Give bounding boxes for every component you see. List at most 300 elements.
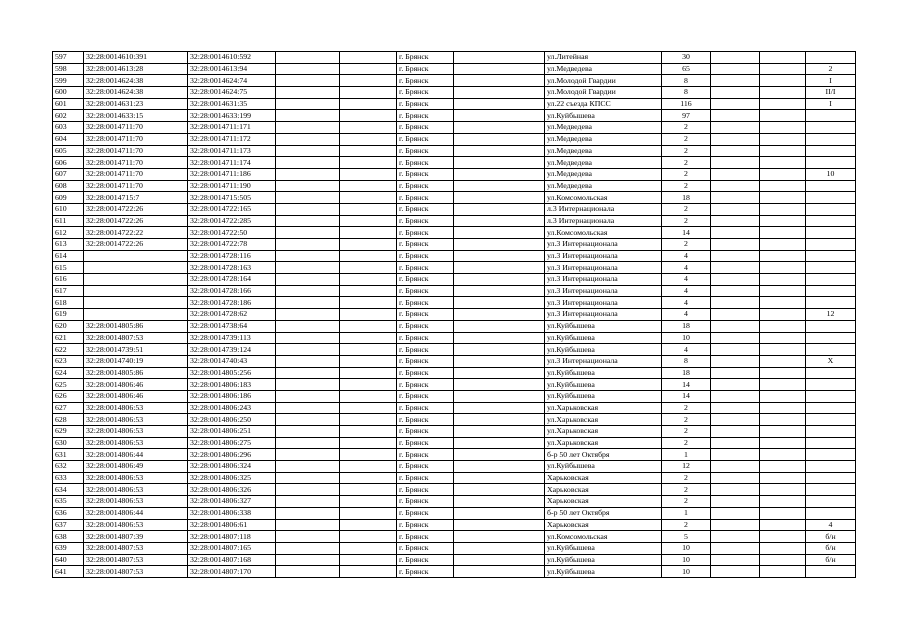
city-cell: г. Брянск: [397, 449, 454, 461]
empty-cell: [340, 402, 397, 414]
empty-cell: [760, 496, 806, 508]
parcel-cadastral-number-cell: 32:28:0014806:53: [84, 414, 188, 426]
street-cell: ул.Медведева: [545, 122, 662, 134]
parcel-cadastral-number-cell: 32:28:0014806:53: [84, 426, 188, 438]
empty-cell: [340, 426, 397, 438]
row-number-cell: 605: [53, 145, 84, 157]
empty-cell: [454, 285, 545, 297]
empty-cell: [340, 285, 397, 297]
street-cell: ул.Харьковская: [545, 414, 662, 426]
house-number-cell: 10: [662, 554, 711, 566]
building-cadastral-number-cell: 32:28:0014633:199: [188, 110, 276, 122]
table-body: [53, 52, 856, 578]
empty-cell: [760, 203, 806, 215]
row-number-cell: 608: [53, 180, 84, 192]
empty-cell: [711, 426, 760, 438]
empty-cell: [760, 355, 806, 367]
empty-cell: [276, 180, 340, 192]
empty-cell: [760, 461, 806, 473]
row-number-cell: 636: [53, 507, 84, 519]
city-cell: г. Брянск: [397, 332, 454, 344]
empty-cell: [454, 402, 545, 414]
building-block-cell: 12: [806, 309, 856, 321]
empty-cell: [276, 168, 340, 180]
empty-cell: [276, 145, 340, 157]
house-number-cell: 4: [662, 250, 711, 262]
building-cadastral-number-cell: 32:28:0014807:165: [188, 542, 276, 554]
building-block-cell: [806, 239, 856, 251]
street-cell: ул.Медведева: [545, 157, 662, 169]
empty-cell: [760, 531, 806, 543]
building-cadastral-number-cell: 32:28:0014722:50: [188, 227, 276, 239]
table-row: [53, 402, 856, 414]
house-number-cell: 2: [662, 437, 711, 449]
empty-cell: [711, 566, 760, 578]
row-number-cell: 598: [53, 63, 84, 75]
row-number-cell: 635: [53, 496, 84, 508]
empty-cell: [276, 63, 340, 75]
row-number-cell: 633: [53, 472, 84, 484]
parcel-cadastral-number-cell: [84, 309, 188, 321]
row-number-cell: 618: [53, 297, 84, 309]
empty-cell: [711, 98, 760, 110]
row-number-cell: 641: [53, 566, 84, 578]
empty-cell: [276, 414, 340, 426]
table-row: [53, 285, 856, 297]
table-row: [53, 566, 856, 578]
empty-cell: [711, 168, 760, 180]
parcel-cadastral-number-cell: 32:28:0014624:38: [84, 87, 188, 99]
empty-cell: [340, 449, 397, 461]
street-cell: ул.Комсомольская: [545, 531, 662, 543]
parcel-cadastral-number-cell: 32:28:0014807:53: [84, 332, 188, 344]
house-number-cell: 14: [662, 379, 711, 391]
empty-cell: [760, 157, 806, 169]
street-cell: ул.Куйбышева: [545, 461, 662, 473]
row-number-cell: 607: [53, 168, 84, 180]
table-row: [53, 250, 856, 262]
street-cell: ул.3 Интернационала: [545, 239, 662, 251]
empty-cell: [760, 367, 806, 379]
empty-cell: [711, 554, 760, 566]
table-row: [53, 355, 856, 367]
house-number-cell: 18: [662, 367, 711, 379]
empty-cell: [276, 297, 340, 309]
row-number-cell: 612: [53, 227, 84, 239]
building-cadastral-number-cell: 32:28:0014728:186: [188, 297, 276, 309]
table-row: [53, 484, 856, 496]
house-number-cell: 8: [662, 87, 711, 99]
building-block-cell: [806, 122, 856, 134]
empty-cell: [760, 63, 806, 75]
empty-cell: [711, 262, 760, 274]
building-block-cell: [806, 332, 856, 344]
empty-cell: [276, 449, 340, 461]
parcel-cadastral-number-cell: 32:28:0014610:391: [84, 52, 188, 64]
empty-cell: [340, 379, 397, 391]
empty-cell: [711, 274, 760, 286]
row-number-cell: 625: [53, 379, 84, 391]
empty-cell: [760, 414, 806, 426]
city-cell: г. Брянск: [397, 531, 454, 543]
empty-cell: [276, 122, 340, 134]
building-block-cell: [806, 344, 856, 356]
building-cadastral-number-cell: 32:28:0014806:296: [188, 449, 276, 461]
city-cell: г. Брянск: [397, 426, 454, 438]
house-number-cell: 10: [662, 332, 711, 344]
building-cadastral-number-cell: 32:28:0014624:75: [188, 87, 276, 99]
row-number-cell: 631: [53, 449, 84, 461]
empty-cell: [340, 355, 397, 367]
empty-cell: [276, 344, 340, 356]
empty-cell: [760, 180, 806, 192]
building-cadastral-number-cell: 32:28:0014739:113: [188, 332, 276, 344]
empty-cell: [711, 519, 760, 531]
building-block-cell: [806, 461, 856, 473]
empty-cell: [276, 402, 340, 414]
empty-cell: [760, 262, 806, 274]
empty-cell: [276, 507, 340, 519]
empty-cell: [711, 133, 760, 145]
empty-cell: [711, 157, 760, 169]
empty-cell: [711, 496, 760, 508]
empty-cell: [711, 75, 760, 87]
empty-cell: [340, 309, 397, 321]
parcel-cadastral-number-cell: 32:28:0014711:70: [84, 145, 188, 157]
house-number-cell: 2: [662, 122, 711, 134]
house-number-cell: 4: [662, 285, 711, 297]
city-cell: г. Брянск: [397, 414, 454, 426]
empty-cell: [711, 379, 760, 391]
empty-cell: [760, 402, 806, 414]
building-cadastral-number-cell: 32:28:0014805:256: [188, 367, 276, 379]
table-row: [53, 344, 856, 356]
street-cell: ул.Куйбышева: [545, 344, 662, 356]
empty-cell: [711, 215, 760, 227]
empty-cell: [454, 320, 545, 332]
row-number-cell: 599: [53, 75, 84, 87]
empty-cell: [340, 390, 397, 402]
parcel-cadastral-number-cell: 32:28:0014806:44: [84, 449, 188, 461]
building-block-cell: [806, 145, 856, 157]
city-cell: г. Брянск: [397, 168, 454, 180]
city-cell: г. Брянск: [397, 63, 454, 75]
city-cell: г. Брянск: [397, 507, 454, 519]
empty-cell: [711, 390, 760, 402]
empty-cell: [454, 519, 545, 531]
table-row: [53, 239, 856, 251]
building-block-cell: [806, 227, 856, 239]
parcel-cadastral-number-cell: 32:28:0014807:53: [84, 566, 188, 578]
empty-cell: [340, 566, 397, 578]
parcel-cadastral-number-cell: 32:28:0014806:53: [84, 519, 188, 531]
house-number-cell: 10: [662, 566, 711, 578]
empty-cell: [711, 180, 760, 192]
house-number-cell: 1: [662, 507, 711, 519]
parcel-cadastral-number-cell: 32:28:0014722:26: [84, 215, 188, 227]
empty-cell: [276, 472, 340, 484]
empty-cell: [454, 566, 545, 578]
empty-cell: [276, 355, 340, 367]
city-cell: г. Брянск: [397, 390, 454, 402]
building-block-cell: [806, 437, 856, 449]
empty-cell: [276, 484, 340, 496]
parcel-cadastral-number-cell: 32:28:0014711:70: [84, 180, 188, 192]
table-row: [53, 449, 856, 461]
table-row: [53, 168, 856, 180]
empty-cell: [340, 133, 397, 145]
house-number-cell: 2: [662, 203, 711, 215]
city-cell: г. Брянск: [397, 461, 454, 473]
empty-cell: [340, 87, 397, 99]
street-cell: ул.3 Интернационала: [545, 274, 662, 286]
empty-cell: [276, 531, 340, 543]
empty-cell: [454, 262, 545, 274]
empty-cell: [760, 519, 806, 531]
building-block-cell: [806, 390, 856, 402]
building-cadastral-number-cell: 32:28:0014631:35: [188, 98, 276, 110]
empty-cell: [711, 297, 760, 309]
cadastre-table: [52, 51, 856, 578]
street-cell: ул.Медведева: [545, 145, 662, 157]
table-row: [53, 542, 856, 554]
empty-cell: [340, 496, 397, 508]
empty-cell: [340, 122, 397, 134]
empty-cell: [760, 133, 806, 145]
empty-cell: [760, 285, 806, 297]
empty-cell: [454, 507, 545, 519]
table-row: [53, 274, 856, 286]
house-number-cell: 2: [662, 426, 711, 438]
empty-cell: [711, 449, 760, 461]
parcel-cadastral-number-cell: 32:28:0014633:15: [84, 110, 188, 122]
empty-cell: [454, 531, 545, 543]
empty-cell: [760, 122, 806, 134]
empty-cell: [340, 63, 397, 75]
empty-cell: [711, 355, 760, 367]
building-cadastral-number-cell: 32:28:0014624:74: [188, 75, 276, 87]
street-cell: ул.Куйбышева: [545, 110, 662, 122]
row-number-cell: 640: [53, 554, 84, 566]
parcel-cadastral-number-cell: 32:28:0014806:53: [84, 484, 188, 496]
table-row: [53, 437, 856, 449]
empty-cell: [276, 215, 340, 227]
empty-cell: [760, 542, 806, 554]
parcel-cadastral-number-cell: 32:28:0014715:7: [84, 192, 188, 204]
row-number-cell: 613: [53, 239, 84, 251]
street-cell: ул.Куйбышева: [545, 332, 662, 344]
empty-cell: [276, 52, 340, 64]
building-block-cell: X: [806, 355, 856, 367]
row-number-cell: 610: [53, 203, 84, 215]
street-cell: ул.Куйбышева: [545, 379, 662, 391]
parcel-cadastral-number-cell: 32:28:0014631:23: [84, 98, 188, 110]
city-cell: г. Брянск: [397, 472, 454, 484]
empty-cell: [454, 461, 545, 473]
street-cell: ул.3 Интернационала: [545, 285, 662, 297]
house-number-cell: 14: [662, 227, 711, 239]
building-cadastral-number-cell: 32:28:0014728:166: [188, 285, 276, 297]
building-cadastral-number-cell: 32:28:0014807:118: [188, 531, 276, 543]
building-cadastral-number-cell: 32:28:0014806:275: [188, 437, 276, 449]
city-cell: г. Брянск: [397, 542, 454, 554]
empty-cell: [340, 554, 397, 566]
table-row: [53, 52, 856, 64]
empty-cell: [454, 390, 545, 402]
row-number-cell: 634: [53, 484, 84, 496]
row-number-cell: 611: [53, 215, 84, 227]
house-number-cell: 2: [662, 239, 711, 251]
table-row: [53, 180, 856, 192]
building-cadastral-number-cell: 32:28:0014739:124: [188, 344, 276, 356]
empty-cell: [711, 344, 760, 356]
empty-cell: [760, 484, 806, 496]
building-cadastral-number-cell: 32:28:0014711:174: [188, 157, 276, 169]
city-cell: г. Брянск: [397, 145, 454, 157]
building-cadastral-number-cell: 32:28:0014806:250: [188, 414, 276, 426]
empty-cell: [454, 145, 545, 157]
street-cell: ул.Медведева: [545, 63, 662, 75]
empty-cell: [454, 87, 545, 99]
empty-cell: [711, 414, 760, 426]
street-cell: ул.Харьковская: [545, 437, 662, 449]
empty-cell: [276, 519, 340, 531]
empty-cell: [711, 472, 760, 484]
table-row: [53, 496, 856, 508]
table-row: [53, 203, 856, 215]
street-cell: ул.Комсомольская: [545, 192, 662, 204]
city-cell: г. Брянск: [397, 87, 454, 99]
house-number-cell: 2: [662, 496, 711, 508]
empty-cell: [276, 285, 340, 297]
empty-cell: [760, 227, 806, 239]
house-number-cell: 8: [662, 355, 711, 367]
table-row: [53, 390, 856, 402]
empty-cell: [454, 414, 545, 426]
building-cadastral-number-cell: 32:28:0014722:285: [188, 215, 276, 227]
table-row: [53, 531, 856, 543]
empty-cell: [711, 239, 760, 251]
empty-cell: [454, 355, 545, 367]
table-row: [53, 332, 856, 344]
empty-cell: [276, 98, 340, 110]
street-cell: ул.3 Интернационала: [545, 355, 662, 367]
building-cadastral-number-cell: 32:28:0014807:170: [188, 566, 276, 578]
table-row: [53, 157, 856, 169]
empty-cell: [340, 203, 397, 215]
empty-cell: [760, 192, 806, 204]
table-row: [53, 75, 856, 87]
house-number-cell: 2: [662, 180, 711, 192]
house-number-cell: 2: [662, 133, 711, 145]
table-row: [53, 519, 856, 531]
empty-cell: [711, 320, 760, 332]
empty-cell: [454, 484, 545, 496]
empty-cell: [340, 192, 397, 204]
house-number-cell: 65: [662, 63, 711, 75]
city-cell: г. Брянск: [397, 344, 454, 356]
house-number-cell: 18: [662, 192, 711, 204]
table-row: [53, 133, 856, 145]
street-cell: л.3 Интернационала: [545, 203, 662, 215]
empty-cell: [276, 437, 340, 449]
row-number-cell: 616: [53, 274, 84, 286]
empty-cell: [760, 168, 806, 180]
table-row: [53, 309, 856, 321]
building-cadastral-number-cell: 32:28:0014807:168: [188, 554, 276, 566]
city-cell: г. Брянск: [397, 227, 454, 239]
building-block-cell: [806, 472, 856, 484]
street-cell: ул.Молодой Гвардии: [545, 87, 662, 99]
row-number-cell: 623: [53, 355, 84, 367]
building-cadastral-number-cell: 32:28:0014722:78: [188, 239, 276, 251]
empty-cell: [711, 402, 760, 414]
empty-cell: [454, 426, 545, 438]
empty-cell: [276, 110, 340, 122]
empty-cell: [340, 461, 397, 473]
city-cell: г. Брянск: [397, 274, 454, 286]
building-cadastral-number-cell: 32:28:0014806:243: [188, 402, 276, 414]
row-number-cell: 606: [53, 157, 84, 169]
city-cell: г. Брянск: [397, 157, 454, 169]
building-block-cell: [806, 180, 856, 192]
row-number-cell: 603: [53, 122, 84, 134]
document-sheet: [52, 51, 855, 578]
street-cell: л.3 Интернационала: [545, 215, 662, 227]
city-cell: г. Брянск: [397, 285, 454, 297]
building-block-cell: [806, 215, 856, 227]
house-number-cell: 1: [662, 449, 711, 461]
building-block-cell: [806, 507, 856, 519]
building-cadastral-number-cell: 32:28:0014711:172: [188, 133, 276, 145]
empty-cell: [454, 75, 545, 87]
empty-cell: [760, 507, 806, 519]
house-number-cell: 12: [662, 461, 711, 473]
empty-cell: [454, 180, 545, 192]
street-cell: б-р 50 лет Октября: [545, 449, 662, 461]
city-cell: г. Брянск: [397, 75, 454, 87]
empty-cell: [760, 98, 806, 110]
row-number-cell: 629: [53, 426, 84, 438]
building-block-cell: [806, 449, 856, 461]
city-cell: г. Брянск: [397, 52, 454, 64]
parcel-cadastral-number-cell: 32:28:0014805:86: [84, 367, 188, 379]
empty-cell: [276, 426, 340, 438]
building-block-cell: [806, 484, 856, 496]
city-cell: г. Брянск: [397, 367, 454, 379]
row-number-cell: 620: [53, 320, 84, 332]
empty-cell: [760, 239, 806, 251]
empty-cell: [340, 437, 397, 449]
city-cell: г. Брянск: [397, 203, 454, 215]
table-row: [53, 461, 856, 473]
empty-cell: [340, 344, 397, 356]
empty-cell: [276, 203, 340, 215]
row-number-cell: 600: [53, 87, 84, 99]
street-cell: ул.Куйбышева: [545, 367, 662, 379]
city-cell: г. Брянск: [397, 122, 454, 134]
empty-cell: [276, 320, 340, 332]
city-cell: г. Брянск: [397, 133, 454, 145]
building-block-cell: [806, 274, 856, 286]
parcel-cadastral-number-cell: 32:28:0014807:39: [84, 531, 188, 543]
building-block-cell: [806, 566, 856, 578]
empty-cell: [454, 203, 545, 215]
building-cadastral-number-cell: 32:28:0014738:64: [188, 320, 276, 332]
empty-cell: [276, 390, 340, 402]
table-row: [53, 426, 856, 438]
parcel-cadastral-number-cell: 32:28:0014807:53: [84, 554, 188, 566]
